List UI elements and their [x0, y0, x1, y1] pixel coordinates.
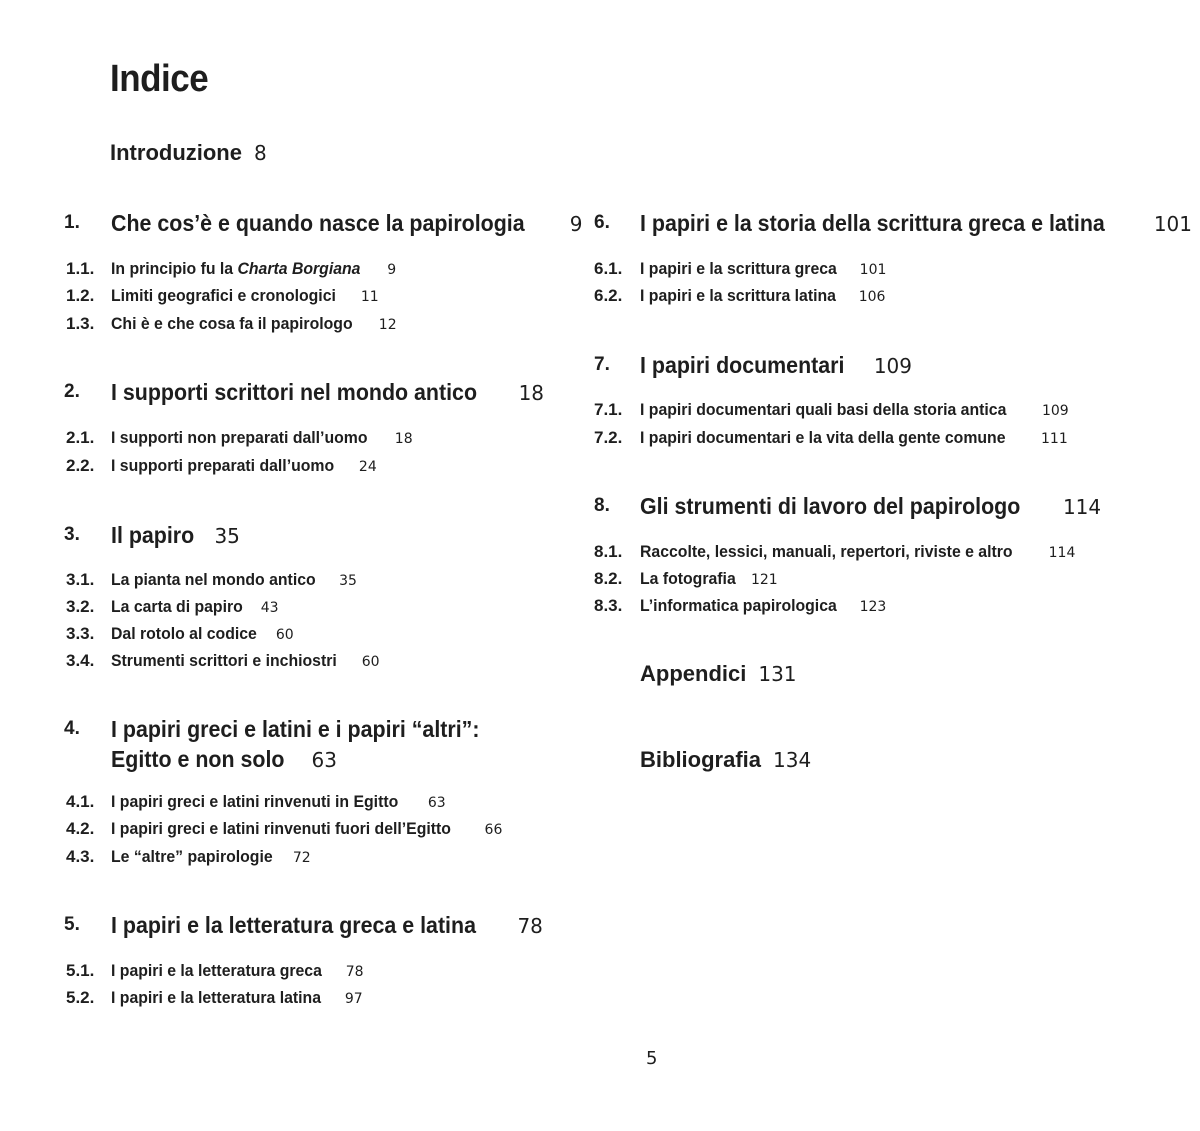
section-number: 4.3. [66, 847, 95, 866]
page-number: 111 [1041, 431, 1068, 447]
chapter-number: 2. [64, 381, 80, 402]
page-title: Indice [110, 58, 209, 100]
section-number: 3.3. [66, 624, 95, 643]
page-number: 60 [275, 627, 294, 643]
section-7-1[interactable] [594, 399, 1069, 422]
page-number: 109 [873, 354, 913, 378]
section-title: I papiri e la letteratura latina [111, 988, 322, 1007]
section-4-2[interactable] [66, 818, 502, 841]
section-title: I papiri e la letteratura greca [111, 961, 322, 980]
section-1-3[interactable] [66, 313, 397, 336]
chapter-number: 1. [64, 212, 80, 233]
chapter-title: I papiri e la letteratura greca e latina [111, 912, 476, 938]
page-number: 101 [859, 262, 887, 278]
entry-label: Appendici [640, 661, 747, 686]
section-3-1[interactable] [66, 569, 357, 592]
section-title: I supporti preparati dall’uomo [111, 456, 335, 475]
section-3-4[interactable] [66, 650, 380, 673]
page-number: 101 [1153, 212, 1192, 236]
section-number: 5.2. [66, 988, 95, 1007]
section-title: In principio fu la Charta Borgiana [111, 259, 361, 278]
toc-entry-appendici[interactable] [640, 661, 797, 687]
chapter-title: I papiri documentari [640, 352, 845, 378]
chapter-title-line-1: I papiri greci e latini e i papiri “altri”: [111, 716, 480, 742]
section-7-2[interactable] [594, 427, 1068, 450]
section-title: L’informatica papirologica [640, 596, 837, 615]
section-5-1[interactable] [66, 960, 364, 983]
page-number: 109 [1041, 403, 1069, 419]
section-5-2[interactable] [66, 987, 363, 1010]
chapter-8-heading[interactable] [594, 491, 1101, 522]
section-number: 1.1. [66, 259, 95, 278]
folio-page-number: 5 [646, 1048, 658, 1069]
section-3-2[interactable] [66, 596, 279, 619]
toc-entry-bibliografia[interactable] [640, 747, 811, 773]
page-number: 9 [569, 212, 583, 236]
chapter-4-heading[interactable] [64, 714, 507, 775]
section-title: Dal rotolo al codice [111, 624, 257, 643]
page-number: 78 [517, 914, 543, 938]
section-number: 1.2. [66, 286, 95, 305]
page-number: 134 [773, 748, 812, 772]
page-number: 121 [750, 572, 778, 588]
chapter-5-heading[interactable] [64, 910, 543, 941]
section-title: La fotografia [640, 569, 736, 588]
chapter-number: 7. [594, 354, 610, 375]
chapter-number: 4. [64, 718, 80, 739]
section-4-1[interactable] [66, 791, 446, 814]
section-number: 7.2. [594, 428, 623, 447]
page-number: 106 [858, 289, 886, 305]
section-title: Raccolte, lessici, manuali, repertori, riviste e altro [640, 542, 1013, 561]
section-title: La carta di papiro [111, 597, 243, 616]
chapter-2-heading[interactable] [64, 377, 544, 408]
section-4-3[interactable] [66, 846, 311, 869]
entry-label: Introduzione [110, 140, 242, 165]
section-8-3[interactable] [594, 595, 886, 618]
section-title: Limiti geografici e cronologici [111, 286, 336, 305]
page-number: 35 [339, 573, 357, 589]
section-1-2[interactable] [66, 285, 379, 308]
section-2-1[interactable] [66, 427, 413, 450]
section-title: I papiri e la scrittura latina [640, 286, 836, 305]
section-number: 8.3. [594, 596, 623, 615]
page-number: 114 [1062, 495, 1102, 519]
section-number: 8.2. [594, 569, 623, 588]
section-title: I papiri greci e latini rinvenuti in Egitto [111, 792, 399, 811]
chapter-3-heading[interactable] [64, 520, 240, 551]
chapter-title: Il papiro [111, 522, 195, 548]
entry-label: Bibliografia [640, 747, 762, 772]
page-number: 123 [859, 599, 887, 615]
section-title: I papiri e la scrittura greca [640, 259, 837, 278]
section-1-1[interactable] [66, 258, 396, 281]
chapter-title: I supporti scrittori nel mondo antico [111, 379, 478, 405]
page-number: 60 [361, 654, 380, 670]
section-number: 3.2. [66, 597, 95, 616]
section-3-3[interactable] [66, 623, 294, 646]
page-number: 9 [387, 262, 397, 278]
chapter-title: Che cos’è e quando nasce la papirologia [111, 210, 525, 236]
toc-entry-introduzione[interactable] [110, 140, 267, 166]
page-number: 43 [260, 600, 279, 616]
page-number: 12 [378, 317, 397, 333]
section-title: Strumenti scrittori e inchiostri [111, 651, 337, 670]
chapter-title-line-2: Egitto e non solo [111, 746, 285, 772]
page-number: 114 [1048, 545, 1076, 561]
page-number: 11 [360, 289, 379, 305]
section-number: 8.1. [594, 542, 623, 561]
page-number: 97 [344, 991, 363, 1007]
charta-borgiana-italic: Charta Borgiana [237, 259, 361, 278]
page-number: 63 [311, 748, 337, 772]
section-title: I papiri documentari e la vita della gente comune [640, 428, 1006, 447]
chapter-number: 5. [64, 914, 80, 935]
chapter-7-heading[interactable] [594, 350, 912, 381]
section-number: 2.2. [66, 456, 95, 475]
page-number: 66 [484, 822, 503, 838]
chapter-title: I papiri e la storia della scrittura greca e latina [640, 210, 1105, 236]
section-title: I supporti non preparati dall’uomo [111, 428, 368, 447]
section-title: I papiri greci e latini rinvenuti fuori dell’Egitto [111, 819, 451, 838]
page-number: 131 [758, 662, 797, 686]
section-2-2[interactable] [66, 455, 377, 478]
chapter-title: Gli strumenti di lavoro del papirologo [640, 493, 1021, 519]
section-number: 3.4. [66, 651, 95, 670]
section-number: 4.1. [66, 792, 95, 811]
section-8-1[interactable] [594, 541, 1075, 564]
chapter-number: 8. [594, 495, 610, 516]
section-title: Chi è e che cosa fa il papirologo [111, 314, 353, 333]
page-number: 8 [253, 141, 267, 165]
section-number: 7.1. [594, 400, 623, 419]
section-number: 4.2. [66, 819, 95, 838]
page-number: 63 [427, 795, 446, 811]
section-number: 5.1. [66, 961, 95, 980]
page-number: 18 [518, 381, 545, 405]
page-number: 35 [214, 524, 240, 548]
section-6-2[interactable] [594, 285, 885, 308]
page-number: 18 [394, 431, 413, 447]
section-6-1[interactable] [594, 258, 886, 281]
page-number: 78 [345, 964, 364, 980]
section-8-2[interactable] [594, 568, 778, 591]
chapter-6-heading[interactable] [594, 208, 1192, 239]
section-title: Le “altre” papirologie [111, 847, 273, 866]
section-title: La pianta nel mondo antico [111, 570, 316, 589]
section-number: 1.3. [66, 314, 95, 333]
section-number: 3.1. [66, 570, 95, 589]
section-number: 6.2. [594, 286, 623, 305]
page-number: 72 [292, 850, 311, 866]
chapter-number: 6. [594, 212, 610, 233]
section-title: I papiri documentari quali basi della storia antica [640, 400, 1007, 419]
chapter-1-heading[interactable] [64, 208, 583, 239]
chapter-number: 3. [64, 524, 80, 545]
section-number: 2.1. [66, 428, 95, 447]
section-number: 6.1. [594, 259, 623, 278]
page-number: 24 [358, 459, 377, 475]
